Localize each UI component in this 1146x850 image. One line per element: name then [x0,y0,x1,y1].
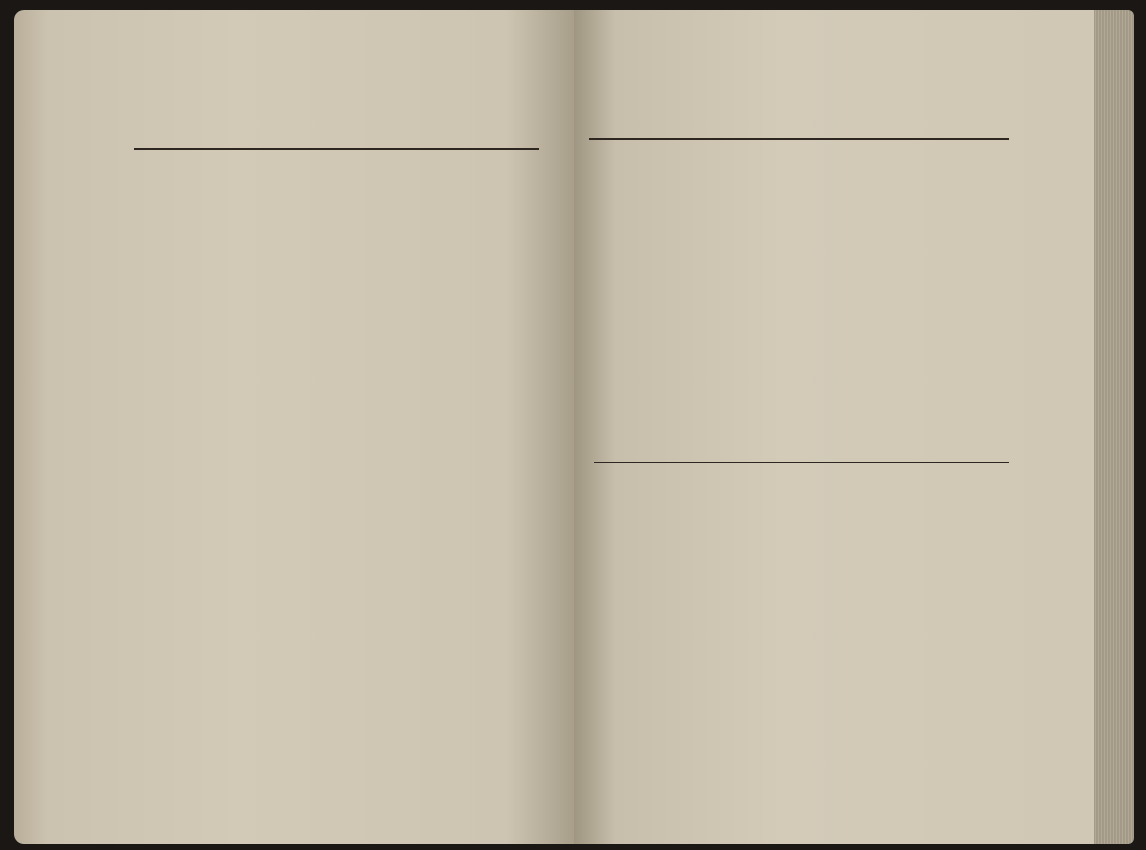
page-edges [1094,10,1134,844]
left-page [14,10,574,844]
mid-rule [594,462,1009,463]
top-rule [134,148,539,150]
top-rule [589,138,1009,140]
right-page [574,10,1094,844]
open-book [14,10,1134,844]
